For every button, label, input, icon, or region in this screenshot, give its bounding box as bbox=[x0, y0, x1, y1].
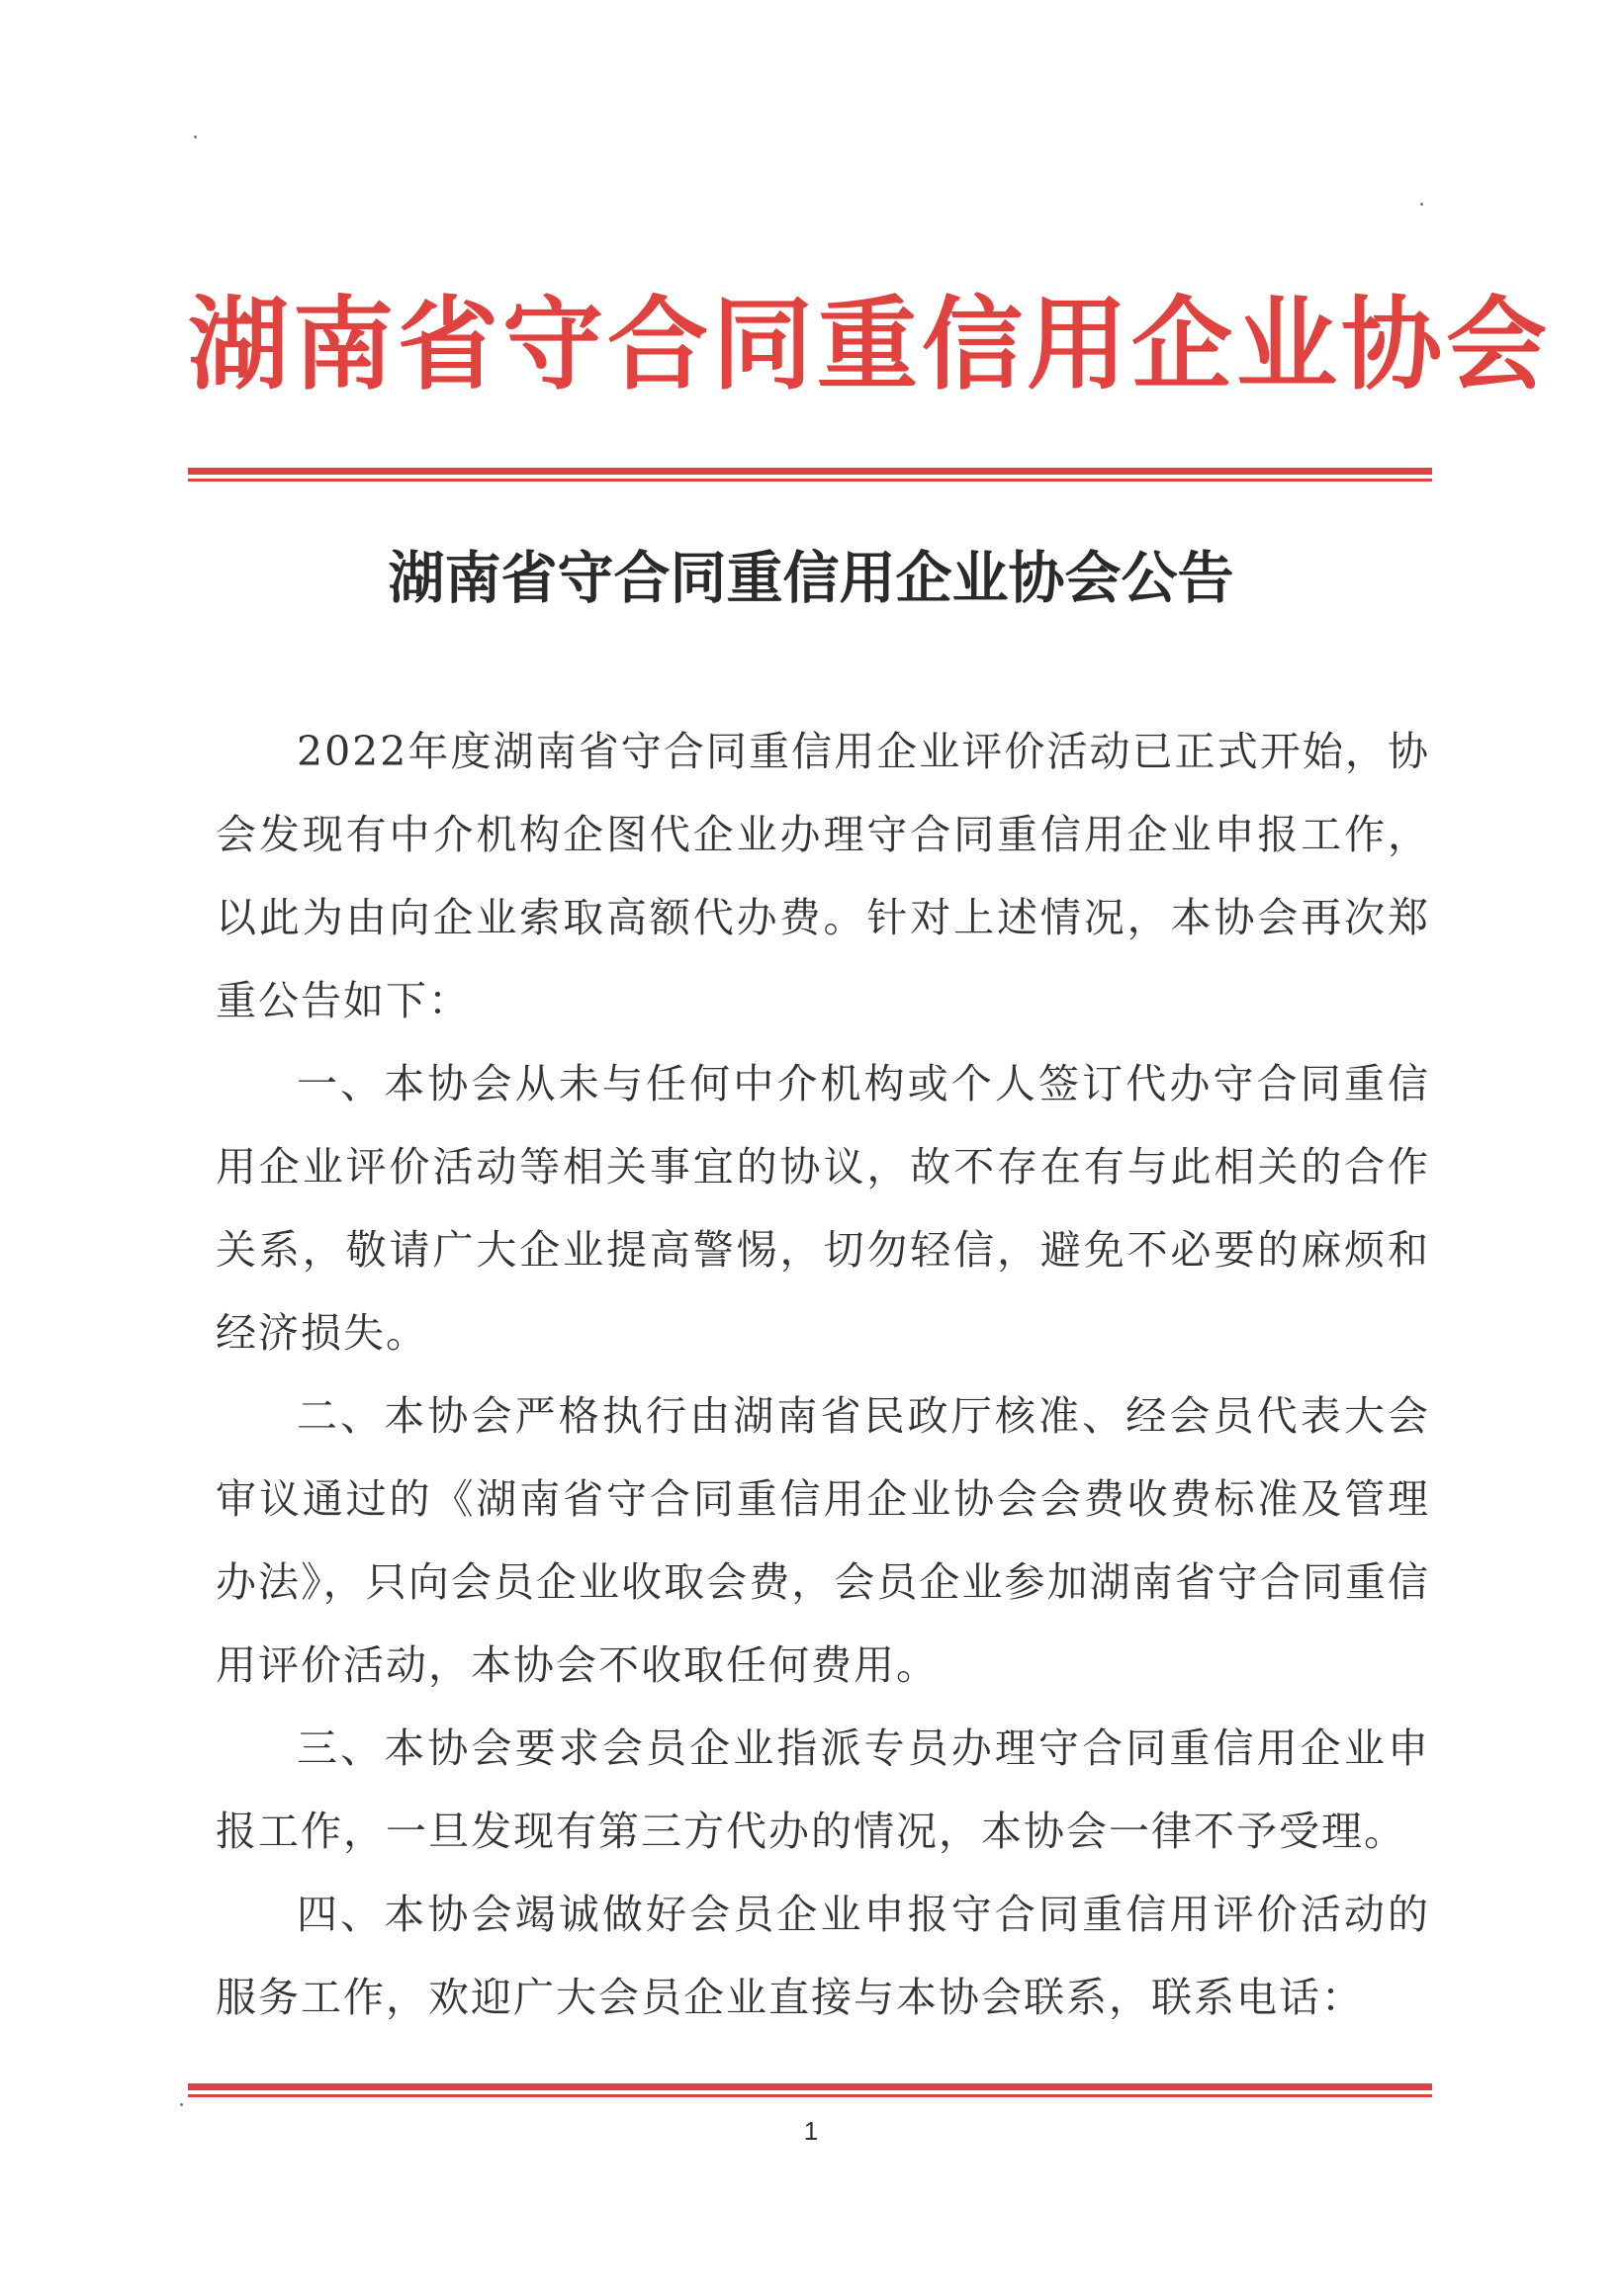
scan-speck bbox=[180, 2103, 183, 2106]
letterhead-red-rule bbox=[188, 468, 1432, 482]
letterhead-title: 湖南省守合同重信用企业协会 bbox=[188, 287, 1551, 404]
page-number: 1 bbox=[803, 2116, 819, 2146]
paragraph-item-2: 二、本协会严格执行由湖南省民政厅核准、经会员代表大会审议通过的《湖南省守合同重信用企业协会会费收费标准及管理办法》，只向会员企业收取会费，会员企业参加湖南省守合同重信用评价活动，本协会不收取任何费用。 bbox=[216, 1392, 1430, 1689]
paragraph-intro: 2022年度湖南省守合同重信用企业评价活动已正式开始，协会发现有中介机构企图代企业办理守合同重信用企业申报工作，以此为由向企业索取高额代办费。针对上述情况，本协会再次郑重公告如下： bbox=[216, 728, 1430, 1024]
document-body bbox=[216, 710, 1430, 2039]
document-title: 湖南省守合同重信用企业协会公告 bbox=[388, 545, 1234, 611]
paragraph-item-1: 一、本协会从未与任何中介机构或个人签订代办守合同重信用企业评价活动等相关事宜的协议，故不存在有与此相关的合作关系，敬请广大企业提高警惕，切勿轻信，避免不必要的麻烦和经济损失。 bbox=[216, 1060, 1430, 1357]
paragraph-item-4: 四、本协会竭诚做好会员企业申报守合同重信用评价活动的服务工作，欢迎广大会员企业直接与本协会联系，联系电话： bbox=[216, 1891, 1430, 2021]
scan-speck bbox=[194, 135, 197, 138]
scan-speck bbox=[1420, 203, 1423, 206]
paragraph-item-3: 三、本协会要求会员企业指派专员办理守合同重信用企业申报工作，一旦发现有第三方代办的情况，本协会一律不予受理。 bbox=[216, 1724, 1430, 1855]
footer-red-rule bbox=[188, 2083, 1432, 2097]
